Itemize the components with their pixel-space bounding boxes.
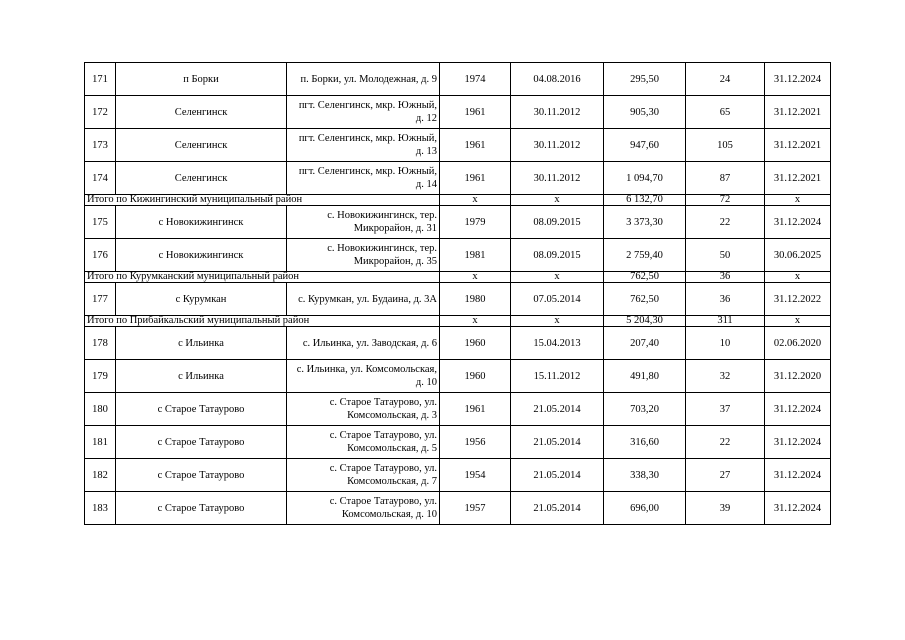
year-cell: 1980 xyxy=(440,283,511,316)
address-cell: пгт. Селенгинск, мкр. Южный, д. 12 xyxy=(287,96,440,129)
settlement-cell: Селенгинск xyxy=(116,162,287,195)
address-cell: с. Курумкан, ул. Будаина, д. 3А xyxy=(287,283,440,316)
year-cell: х xyxy=(440,316,511,327)
year-cell: 1961 xyxy=(440,162,511,195)
count-cell: 37 xyxy=(686,393,765,426)
area-cell: 207,40 xyxy=(604,327,686,360)
deadline-cell: 31.12.2021 xyxy=(765,96,831,129)
deadline-cell: 31.12.2024 xyxy=(765,459,831,492)
area-cell: 6 132,70 xyxy=(604,195,686,206)
area-cell: 905,30 xyxy=(604,96,686,129)
address-cell: с. Старое Татаурово, ул. Комсомольская, д. 3 xyxy=(287,393,440,426)
row-number-cell: 176 xyxy=(85,239,116,272)
year-cell: 1960 xyxy=(440,327,511,360)
area-cell: 295,50 xyxy=(604,63,686,96)
date-cell: х xyxy=(511,272,604,283)
district-total-row xyxy=(85,272,831,283)
table-row xyxy=(85,327,831,360)
deadline-cell: 31.12.2021 xyxy=(765,162,831,195)
count-cell: 72 xyxy=(686,195,765,206)
row-number-cell: 172 xyxy=(85,96,116,129)
row-number-cell: 175 xyxy=(85,206,116,239)
settlement-cell: с Старое Татаурово xyxy=(116,393,287,426)
district-total-label: Итого по Кижингинский муниципальный район xyxy=(85,195,440,206)
address-cell: пгт. Селенгинск, мкр. Южный, д. 14 xyxy=(287,162,440,195)
date-cell: 30.11.2012 xyxy=(511,162,604,195)
area-cell: 2 759,40 xyxy=(604,239,686,272)
district-total-label: Итого по Прибайкальский муниципальный район xyxy=(85,316,440,327)
year-cell: х xyxy=(440,272,511,283)
year-cell: 1960 xyxy=(440,360,511,393)
date-cell: 15.04.2013 xyxy=(511,327,604,360)
row-number-cell: 183 xyxy=(85,492,116,525)
row-number-cell: 180 xyxy=(85,393,116,426)
date-cell: 21.05.2014 xyxy=(511,426,604,459)
year-cell: 1954 xyxy=(440,459,511,492)
row-number-cell: 178 xyxy=(85,327,116,360)
area-cell: 703,20 xyxy=(604,393,686,426)
deadline-cell: 31.12.2020 xyxy=(765,360,831,393)
area-cell: 491,80 xyxy=(604,360,686,393)
area-cell: 5 204,30 xyxy=(604,316,686,327)
deadline-cell: х xyxy=(765,272,831,283)
district-total-row xyxy=(85,316,831,327)
settlement-cell: с Новокижингинск xyxy=(116,206,287,239)
address-cell: с. Старое Татаурово, ул. Комсомольская, д. 7 xyxy=(287,459,440,492)
count-cell: 50 xyxy=(686,239,765,272)
table-row xyxy=(85,206,831,239)
settlement-cell: с Старое Татаурово xyxy=(116,492,287,525)
district-total-row xyxy=(85,195,831,206)
address-cell: пгт. Селенгинск, мкр. Южный, д. 13 xyxy=(287,129,440,162)
table-row xyxy=(85,459,831,492)
housing-table xyxy=(84,62,831,525)
count-cell: 36 xyxy=(686,272,765,283)
address-cell: п. Борки, ул. Молодежная, д. 9 xyxy=(287,63,440,96)
area-cell: 947,60 xyxy=(604,129,686,162)
row-number-cell: 181 xyxy=(85,426,116,459)
address-cell: с. Новокижингинск, тер. Микрорайон, д. 31 xyxy=(287,206,440,239)
address-cell: с. Новокижингинск, тер. Микрорайон, д. 35 xyxy=(287,239,440,272)
address-cell: с. Старое Татаурово, ул. Комсомольская, д. 5 xyxy=(287,426,440,459)
address-cell: с. Ильинка, ул. Заводская, д. 6 xyxy=(287,327,440,360)
row-number-cell: 173 xyxy=(85,129,116,162)
row-number-cell: 182 xyxy=(85,459,116,492)
count-cell: 36 xyxy=(686,283,765,316)
settlement-cell: с Ильинка xyxy=(116,327,287,360)
date-cell: 08.09.2015 xyxy=(511,239,604,272)
date-cell: 21.05.2014 xyxy=(511,459,604,492)
date-cell: 07.05.2014 xyxy=(511,283,604,316)
deadline-cell: 31.12.2024 xyxy=(765,426,831,459)
deadline-cell: х xyxy=(765,316,831,327)
deadline-cell: 31.12.2024 xyxy=(765,492,831,525)
row-number-cell: 179 xyxy=(85,360,116,393)
area-cell: 316,60 xyxy=(604,426,686,459)
row-number-cell: 171 xyxy=(85,63,116,96)
table-row xyxy=(85,63,831,96)
area-cell: 762,50 xyxy=(604,272,686,283)
deadline-cell: 31.12.2024 xyxy=(765,63,831,96)
year-cell: 1957 xyxy=(440,492,511,525)
year-cell: 1981 xyxy=(440,239,511,272)
row-number-cell: 174 xyxy=(85,162,116,195)
settlement-cell: с Курумкан xyxy=(116,283,287,316)
year-cell: х xyxy=(440,195,511,206)
settlement-cell: п Борки xyxy=(116,63,287,96)
table-row xyxy=(85,283,831,316)
deadline-cell: 31.12.2024 xyxy=(765,393,831,426)
date-cell: х xyxy=(511,316,604,327)
year-cell: 1979 xyxy=(440,206,511,239)
deadline-cell: 30.06.2025 xyxy=(765,239,831,272)
area-cell: 338,30 xyxy=(604,459,686,492)
year-cell: 1961 xyxy=(440,393,511,426)
date-cell: 21.05.2014 xyxy=(511,393,604,426)
settlement-cell: с Новокижингинск xyxy=(116,239,287,272)
year-cell: 1956 xyxy=(440,426,511,459)
area-cell: 1 094,70 xyxy=(604,162,686,195)
table-row xyxy=(85,426,831,459)
address-cell: с. Ильинка, ул. Комсомольская, д. 10 xyxy=(287,360,440,393)
deadline-cell: 02.06.2020 xyxy=(765,327,831,360)
table-row xyxy=(85,360,831,393)
count-cell: 22 xyxy=(686,426,765,459)
year-cell: 1974 xyxy=(440,63,511,96)
date-cell: 08.09.2015 xyxy=(511,206,604,239)
date-cell: 21.05.2014 xyxy=(511,492,604,525)
count-cell: 22 xyxy=(686,206,765,239)
year-cell: 1961 xyxy=(440,129,511,162)
address-cell: с. Старое Татаурово, ул. Комсомольская, д. 10 xyxy=(287,492,440,525)
year-cell: 1961 xyxy=(440,96,511,129)
settlement-cell: с Старое Татаурово xyxy=(116,459,287,492)
table-row xyxy=(85,162,831,195)
count-cell: 87 xyxy=(686,162,765,195)
table-row xyxy=(85,96,831,129)
district-total-label: Итого по Курумканский муниципальный район xyxy=(85,272,440,283)
count-cell: 311 xyxy=(686,316,765,327)
row-number-cell: 177 xyxy=(85,283,116,316)
table-row xyxy=(85,239,831,272)
date-cell: 30.11.2012 xyxy=(511,96,604,129)
deadline-cell: 31.12.2021 xyxy=(765,129,831,162)
settlement-cell: с Старое Татаурово xyxy=(116,426,287,459)
settlement-cell: Селенгинск xyxy=(116,129,287,162)
table-row xyxy=(85,129,831,162)
deadline-cell: 31.12.2022 xyxy=(765,283,831,316)
count-cell: 39 xyxy=(686,492,765,525)
settlement-cell: Селенгинск xyxy=(116,96,287,129)
area-cell: 3 373,30 xyxy=(604,206,686,239)
count-cell: 10 xyxy=(686,327,765,360)
date-cell: х xyxy=(511,195,604,206)
count-cell: 32 xyxy=(686,360,765,393)
area-cell: 762,50 xyxy=(604,283,686,316)
count-cell: 24 xyxy=(686,63,765,96)
table-row xyxy=(85,393,831,426)
date-cell: 15.11.2012 xyxy=(511,360,604,393)
table-row xyxy=(85,492,831,525)
deadline-cell: х xyxy=(765,195,831,206)
area-cell: 696,00 xyxy=(604,492,686,525)
settlement-cell: с Ильинка xyxy=(116,360,287,393)
count-cell: 105 xyxy=(686,129,765,162)
count-cell: 65 xyxy=(686,96,765,129)
count-cell: 27 xyxy=(686,459,765,492)
date-cell: 04.08.2016 xyxy=(511,63,604,96)
deadline-cell: 31.12.2024 xyxy=(765,206,831,239)
date-cell: 30.11.2012 xyxy=(511,129,604,162)
